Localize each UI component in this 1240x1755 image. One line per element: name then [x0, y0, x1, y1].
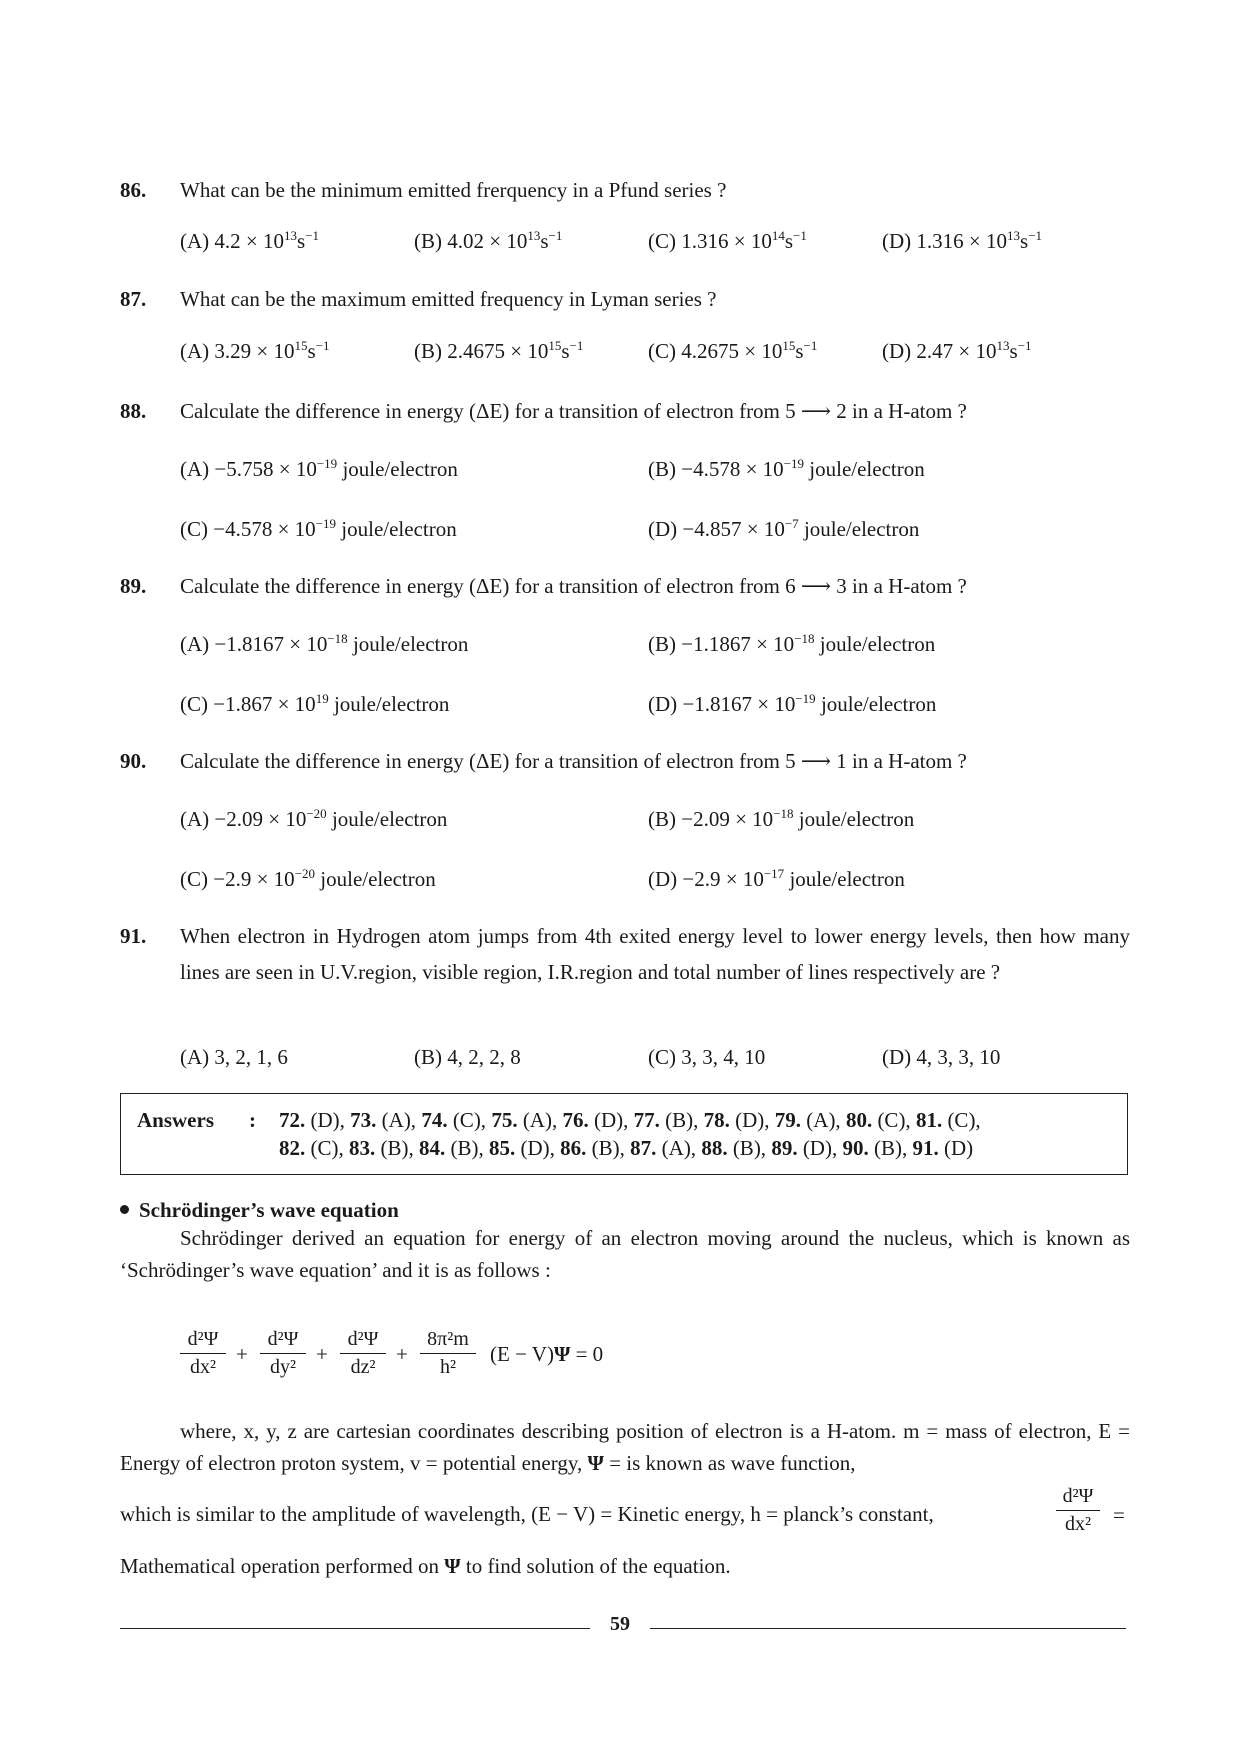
answers-colon: : — [249, 1108, 256, 1132]
question-number: 86. — [120, 178, 147, 202]
option-c: (C) $4.2675 \times 10^{15}s^{-1}$ — [648, 338, 818, 363]
plus-sign: + — [316, 1342, 328, 1366]
answers-label: Answers — [137, 1108, 214, 1132]
option-a: (A) $3.29 \times 10^{15}s^{-1}$ — [180, 338, 330, 363]
option-d: $(D) -4.857 \times 10^{-7}$ joule/electron — [648, 516, 920, 541]
answers-line-1: 72. (D), 73. (A), 74. (C), 75. (A), 76. (D), 77. (B), 78. (D), 79. (A), 80. (C), 81. (C), — [279, 1108, 981, 1132]
option-a: $(A) -1.8167 \times 10^{-18}$ joule/electron — [180, 631, 469, 656]
option-c: $(C) -2.9 \times 10^{-20}$ joule/electron — [180, 866, 436, 891]
section-intro: Schrödinger derived an equation for energy of an electron moving around the nucleus, which is known as ‘Schrödinger’s wave equation’ and it is as follows : — [120, 1226, 1130, 1282]
question-number: 87. — [120, 287, 147, 311]
option-b: (B) $4.02 \times 10^{13}s^{-1}$ — [414, 228, 563, 253]
plus-sign: + — [396, 1342, 408, 1366]
fraction-d2psi-dx2: d²Ψ dx² — [1056, 1485, 1100, 1536]
question-number: 88. — [120, 399, 147, 423]
question-text: What can be the maximum emitted frequency in Lyman series ? — [180, 287, 717, 311]
question-text: Calculate the difference in energy (ΔE) for a transition of electron from 5 ⟶ 2 in a H-atom ? — [180, 399, 967, 423]
option-a: (A) 3, 2, 1, 6 — [180, 1045, 288, 1069]
section-title: Schrödinger’s wave equation — [120, 1198, 399, 1223]
question-87 — [120, 281, 1130, 317]
option-a: $(A) -2.09 \times 10^{-20}$ joule/electron — [180, 806, 448, 831]
option-c: (C) $1.316 \times 10^{14}s^{-1}$ — [648, 228, 807, 253]
answers-line-2: 82. (C), 83. (B), 84. (B), 85. (D), 86. (B), 87. (A), 88. (B), 89. (D), 90. (B), 91. (D) — [279, 1136, 974, 1160]
page-number: 59 — [610, 1613, 630, 1635]
question-91 — [120, 918, 1130, 990]
term-8pi2m-h2: 8π²m h² — [420, 1328, 476, 1379]
question-text: Calculate the difference in energy (ΔE) for a transition of electron from 6 ⟶ 3 in a H-atom ? — [180, 574, 967, 598]
option-d: $(D) -2.9 \times 10^{-17}$ joule/electron — [648, 866, 905, 891]
option-d: (D) $2.47 \times 10^{13}s^{-1}$ — [882, 338, 1032, 363]
term-d2psi-dx2: d²Ψ dx² — [180, 1328, 226, 1379]
term-d2psi-dz2: d²Ψ dz² — [340, 1328, 386, 1379]
question-number: 91. — [120, 924, 147, 948]
answers-box — [120, 1093, 1128, 1175]
option-b: (B) 4, 2, 2, 8 — [414, 1045, 521, 1069]
option-b: (B) $2.4675 \times 10^{15}s^{-1}$ — [414, 338, 584, 363]
explanation-paragraph: where, x, y, z are cartesian coordinates describing position of electron is a H-atom. m = mass of electron, E = Energy of electron proton system, v = potential energy, Ψ = is known as wave function, — [120, 1419, 1130, 1475]
explanation-line-4: Mathematical operation performed on Ψ to find solution of the equation. — [120, 1554, 731, 1578]
option-d: (D) $1.316 \times 10^{13}s^{-1}$ — [882, 228, 1043, 253]
question-88 — [120, 393, 1130, 429]
option-b: $(B) -2.09 \times 10^{-18}$ joule/electron — [648, 806, 915, 831]
question-number: 90. — [120, 749, 147, 773]
option-c: $(C) -1.867 \times 10^{19}$ joule/electron — [180, 691, 450, 716]
question-number: 89. — [120, 574, 147, 598]
question-text: Calculate the difference in energy (ΔE) for a transition of electron from 5 ⟶ 1 in a H-atom ? — [180, 749, 967, 773]
question-text: When electron in Hydrogen atom jumps from 4th exited energy level to lower energy levels, then how many lines are seen in U.V.region, visible region, I.R.region and total number of lines respectively are ? — [180, 924, 1130, 984]
option-a: (A) $4.2 \times 10^{13}s^{-1}$ — [180, 228, 320, 253]
option-c: $(C) -4.578 \times 10^{-19}$ joule/electron — [180, 516, 457, 541]
option-c: (C) 3, 3, 4, 10 — [648, 1045, 766, 1069]
option-b: $(B) -1.1867 \times 10^{-18}$ joule/electron — [648, 631, 936, 656]
equals-sign: = — [1113, 1503, 1125, 1527]
option-d: (D) 4, 3, 3, 10 — [882, 1045, 1001, 1069]
footer-rule-left — [120, 1628, 590, 1629]
question-text: What can be the minimum emitted frerquency in a Pfund series ? — [180, 178, 727, 202]
question-90 — [120, 743, 1130, 779]
bullet-icon — [120, 1205, 129, 1214]
term-d2psi-dy2: d²Ψ dy² — [260, 1328, 306, 1379]
equation-tail: (E − V)Ψ = 0 — [490, 1342, 604, 1366]
plus-sign: + — [236, 1342, 248, 1366]
question-86 — [120, 172, 1130, 208]
option-d: $(D) -1.8167 \times 10^{-19}$ joule/electron — [648, 691, 937, 716]
footer-rule-right — [650, 1628, 1126, 1629]
option-b: $(B) -4.578 \times 10^{-19}$ joule/electron — [648, 456, 925, 481]
explanation-line-3: which is similar to the amplitude of wavelength, (E − V) = Kinetic energy, h = planck’s constant, — [120, 1502, 934, 1526]
option-a: $(A) -5.758 \times 10^{-19}$ joule/electron — [180, 456, 458, 481]
question-89 — [120, 568, 1130, 604]
